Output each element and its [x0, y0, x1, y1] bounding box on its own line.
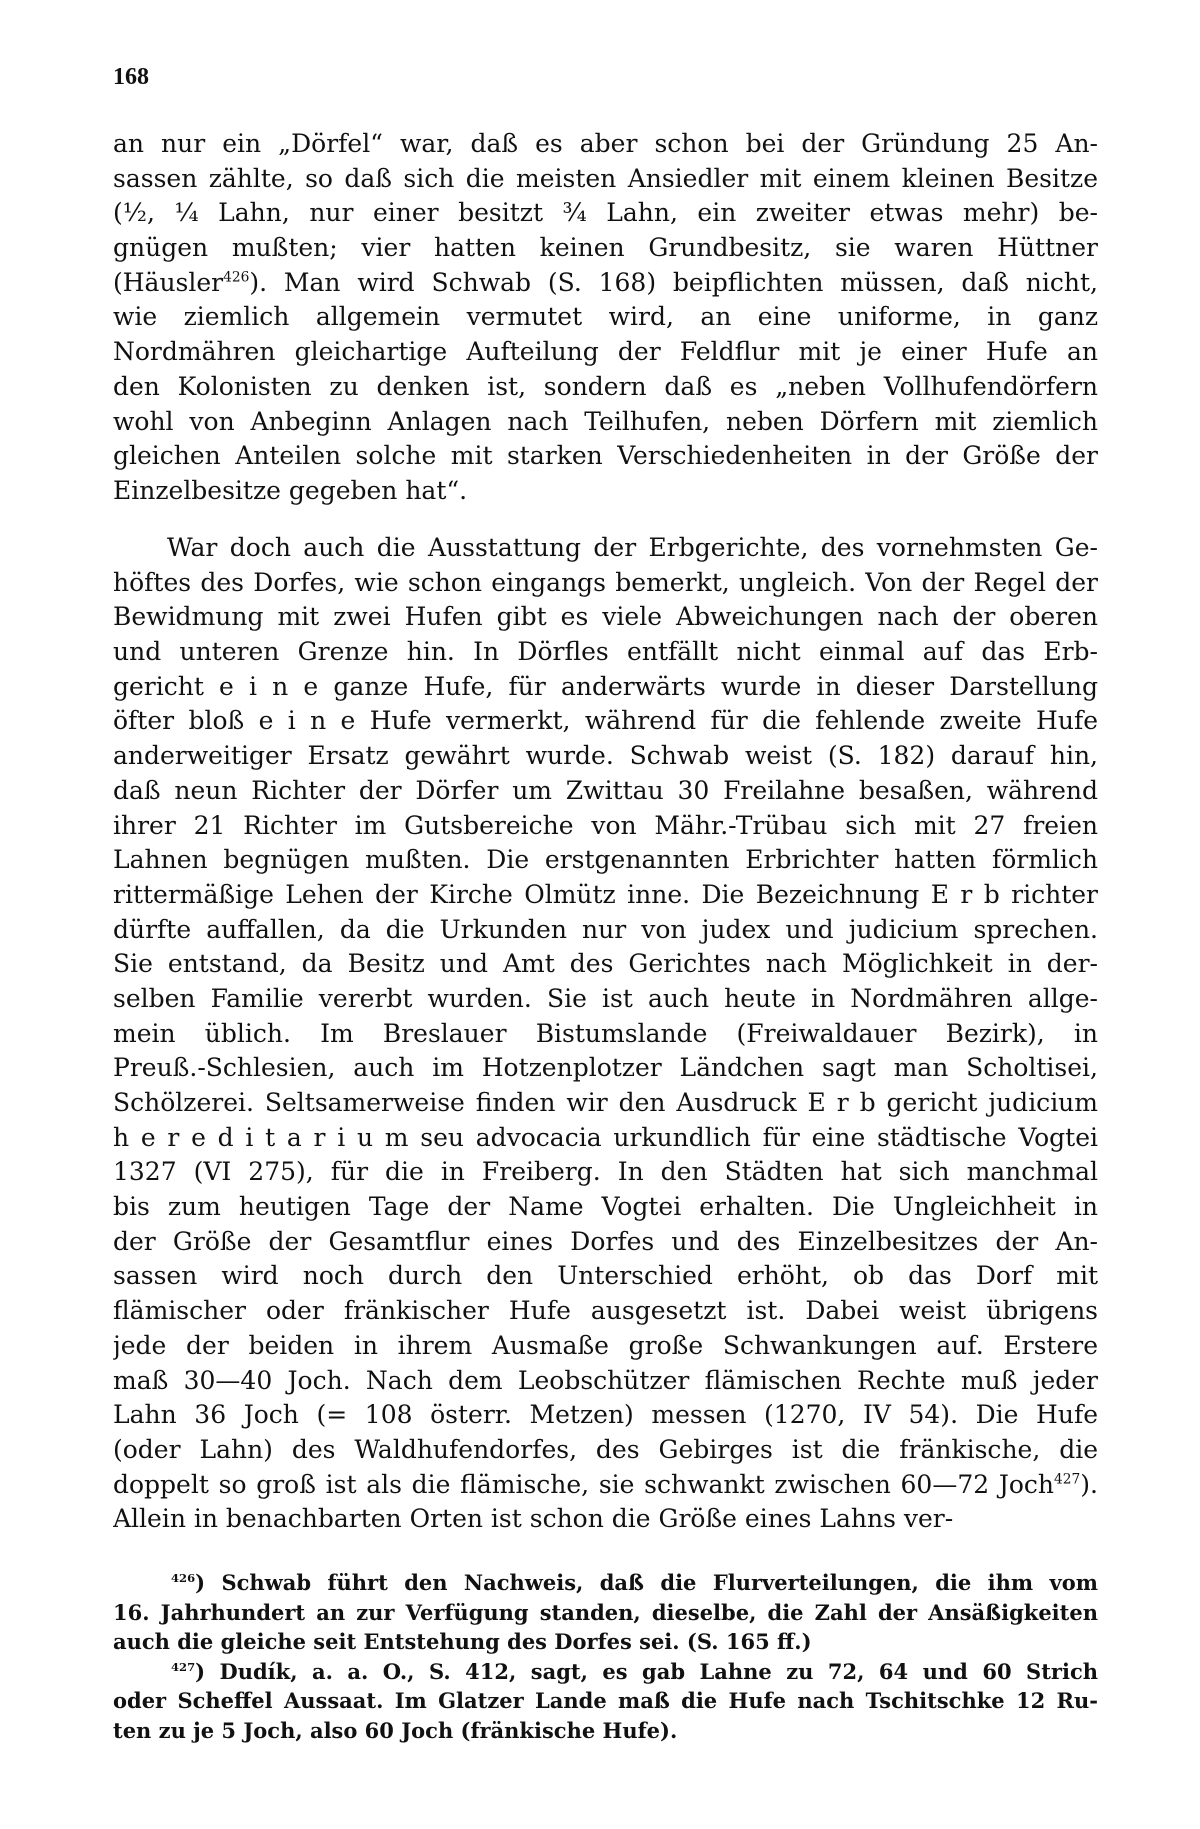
text-line: [113, 531, 1098, 566]
text-run: selben Familie vererbt wurden. Sie ist auch heute in Nordmähren allge-: [113, 983, 1098, 1013]
text-line: [113, 1433, 1098, 1468]
text-line: [113, 1329, 1098, 1364]
text-line: [113, 266, 1098, 301]
text-run: Nordmähren gleichartige Aufteilung der Feldflur mit je einer Hufe an: [113, 337, 1098, 367]
text-run: und unteren Grenze hin. In Dörfles entfällt nicht einmal auf das Erb-: [113, 637, 1098, 667]
text-run: dürfte auffallen, da die Urkunden nur von judex und judicium sprechen.: [113, 914, 1098, 944]
text-line: [113, 300, 1098, 335]
footnote-line: [113, 1716, 1098, 1746]
text-line: [113, 1225, 1098, 1260]
text-line: [113, 474, 1098, 509]
text-run: wie ziemlich allgemein vermutet wird, an eine uniforme, in ganz: [113, 302, 1098, 332]
page-number: 168: [113, 64, 149, 90]
text-line: [113, 370, 1098, 405]
text-line: [113, 843, 1098, 878]
text-line: [113, 196, 1098, 231]
text-line: [113, 1017, 1098, 1052]
text-run: sassen wird noch durch den Unterschied erhöht, ob das Dorf mit: [113, 1261, 1098, 1291]
footnote-0: [113, 1568, 1098, 1657]
text-line: [113, 878, 1098, 913]
text-run: ) Schwab führt den Nachweis, daß die Flurverteilungen, die ihm vom: [195, 1570, 1098, 1595]
text-run: (Häusler: [113, 267, 224, 297]
text-run: mein üblich. Im Breslauer Bistumslande (Freiwaldauer Bezirk), in: [113, 1018, 1098, 1048]
text-run: 16. Jahrhundert an zur Verfügung standen, dieselbe, die Zahl der Ansäßigkeiten: [113, 1599, 1098, 1625]
text-run: an nur ein „Dörfel“ war, daß es aber schon bei der Gründung 25 An-: [113, 129, 1098, 158]
text-line: [113, 774, 1098, 809]
text-run: gnügen mußten; vier hatten keinen Grundbesitz, sie waren Hüttner: [113, 233, 1098, 263]
text-line: [113, 127, 1098, 162]
text-run: War doch auch die Ausstattung der Erbgerichte, des vornehmsten Ge-: [167, 533, 1098, 562]
text-line: [113, 405, 1098, 440]
text-line: [113, 670, 1098, 705]
text-line: [113, 1364, 1098, 1399]
footnote-reference: 426: [223, 269, 250, 286]
text-line: [113, 1468, 1098, 1503]
text-run: maß 30—40 Joch. Nach dem Leobschützer flämischen Rechte muß jeder: [113, 1365, 1098, 1395]
text-run: gleichen Anteilen solche mit starken Verschiedenheiten in der Größe der: [113, 441, 1098, 471]
text-line: [113, 913, 1098, 948]
paragraph-1: [113, 127, 1098, 509]
text-line: [113, 335, 1098, 370]
text-line: [113, 635, 1098, 670]
text-run: daß neun Richter der Dörfer um Zwittau 30 Freilahne besaßen, während: [113, 775, 1098, 805]
text-line: [113, 982, 1098, 1017]
text-line: [113, 1190, 1098, 1225]
text-run: den Kolonisten zu denken ist, sondern daß es „neben Vollhufendörfern: [113, 371, 1098, 401]
text-line: [113, 947, 1098, 982]
text-run: 1327 (VI 275), für die in Freiberg. In den Städten hat sich manchmal: [113, 1157, 1098, 1187]
text-line: [113, 1502, 1098, 1537]
text-line: [113, 566, 1098, 601]
footnotes: [113, 1568, 1098, 1746]
text-run: Sie entstand, da Besitz und Amt des Gerichtes nach Möglichkeit in der-: [113, 949, 1098, 979]
text-line: [113, 1051, 1098, 1086]
footnote-reference: 426: [171, 1570, 196, 1585]
text-line: [113, 1121, 1098, 1156]
text-run: (oder Lahn) des Waldhufendorfes, des Gebirges ist die fränkische, die: [113, 1434, 1098, 1464]
footnote-reference: 427: [1054, 1470, 1081, 1487]
text-run: öfter bloß e i n e Hufe vermerkt, während für die fehlende zweite Hufe: [113, 706, 1098, 736]
text-run: (½, ¼ Lahn, nur einer besitzt ¾ Lahn, ein zweiter etwas mehr) be-: [113, 198, 1098, 228]
text-run: jede der beiden in ihrem Ausmaße große Schwankungen auf. Erstere: [113, 1330, 1098, 1360]
text-line: [113, 1155, 1098, 1190]
footnote-reference: 427: [171, 1659, 196, 1674]
footnote-line: [113, 1568, 1098, 1598]
text-run: flämischer oder fränkischer Hufe ausgesetzt ist. Dabei weist übrigens: [113, 1296, 1098, 1326]
text-run: sassen zählte, so daß sich die meisten Ansiedler mit einem kleinen Besitze: [113, 163, 1098, 193]
text-run: der Größe der Gesamtflur eines Dorfes und des Einzelbesitzes der An-: [113, 1226, 1098, 1256]
text-run: Lahn 36 Joch (= 108 österr. Metzen) messen (1270, IV 54). Die Hufe: [113, 1400, 1098, 1430]
text-run: Allein in benachbarten Orten ist schon die Größe eines Lahns ver-: [113, 1504, 954, 1534]
text-run: h e r e d i t a r i u m seu advocacia urkundlich für eine städtische Vogtei: [113, 1122, 1098, 1152]
text-run: ten zu je 5 Joch, also 60 Joch (fränkische Hufe).: [113, 1717, 678, 1743]
footnote-line: [113, 1598, 1098, 1628]
text-run: Lahnen begnügen mußten. Die erstgenannten Erbrichter hatten förmlich: [113, 845, 1098, 875]
text-run: oder Scheffel Aussaat. Im Glatzer Lande maß die Hufe nach Tschitschke 12 Ru-: [113, 1688, 1098, 1714]
text-line: [113, 231, 1098, 266]
text-run: Preuß.-Schlesien, auch im Hotzenplotzer Ländchen sagt man Scholtisei,: [113, 1053, 1098, 1083]
footnote-line: [113, 1627, 1098, 1657]
text-run: wohl von Anbeginn Anlagen nach Teilhufen, neben Dörfern mit ziemlich: [113, 406, 1098, 436]
text-run: ).: [1080, 1469, 1098, 1499]
footnote-line: [113, 1686, 1098, 1716]
text-run: Einzelbesitze gegeben hat“.: [113, 475, 468, 505]
text-run: höftes des Dorfes, wie schon eingangs bemerkt, ungleich. Von der Regel der: [113, 567, 1098, 597]
text-line: [113, 739, 1098, 774]
text-run: auch die gleiche seit Entstehung des Dorfes sei. (S. 165 ff.): [113, 1629, 812, 1655]
text-run: Schölzerei. Seltsamerweise finden wir den Ausdruck E r b gericht judicium: [113, 1088, 1098, 1117]
footnote-1: [113, 1657, 1098, 1746]
text-line: [113, 809, 1098, 844]
footnote-line: [113, 1657, 1098, 1687]
text-line: [113, 1398, 1098, 1433]
text-run: gericht e i n e ganze Hufe, für anderwärts wurde in dieser Darstellung: [113, 671, 1098, 701]
text-run: rittermäßige Lehen der Kirche Olmütz inne. Die Bezeichnung E r b richter: [113, 879, 1098, 909]
text-run: doppelt so groß ist als die flämische, sie schwankt zwischen 60—72 Joch: [113, 1469, 1055, 1499]
text-run: Bewidmung mit zwei Hufen gibt es viele Abweichungen nach der oberen: [113, 602, 1098, 632]
paragraph-2: [113, 531, 1098, 1537]
text-line: [113, 704, 1098, 739]
text-run: ). Man wird Schwab (S. 168) beipflichten müssen, daß nicht,: [249, 267, 1098, 297]
text-run: ) Dudík, a. a. O., S. 412, sagt, es gab Lahne zu 72, 64 und 60 Strich: [195, 1658, 1098, 1684]
text-line: [113, 439, 1098, 474]
text-line: [113, 1294, 1098, 1329]
text-run: ihrer 21 Richter im Gutsbereiche von Mähr.-Trübau sich mit 27 freien: [113, 810, 1098, 840]
text-line: [113, 600, 1098, 635]
text-run: bis zum heutigen Tage der Name Vogtei erhalten. Die Ungleichheit in: [113, 1192, 1098, 1222]
text-line: [113, 1259, 1098, 1294]
text-line: [113, 1086, 1098, 1121]
text-line: [113, 162, 1098, 197]
text-run: anderweitiger Ersatz gewährt wurde. Schwab weist (S. 182) darauf hin,: [113, 741, 1098, 771]
